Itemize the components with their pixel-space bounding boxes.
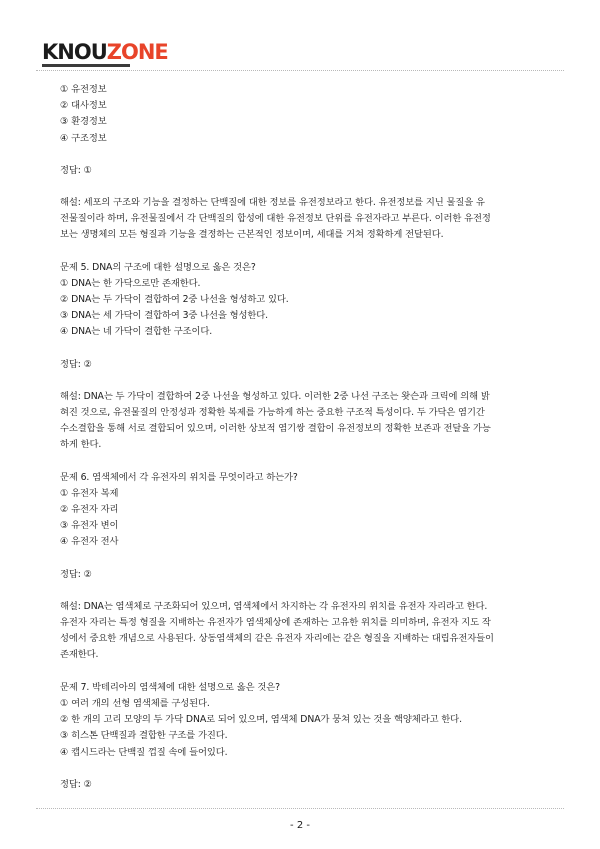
question-5-line: 문제 5. DNA의 구조에 대한 설명으로 옳은 것은? [60,261,256,273]
choices-question-4-line: ④ 구조정보 [60,132,107,144]
question-5-line: ③ DNA는 세 가닥이 결합하여 3중 나선을 형성한다. [60,310,269,322]
explanation-question-5-line: 하게 한다. [60,439,102,451]
block-spacer [60,664,564,680]
choices-question-4-line: ② 대사정보 [60,100,107,112]
explanation-question-4-line: 보는 생명체의 모든 형질과 기능을 결정하는 근본적인 정보이며, 세대를 거쳐 정확하게 전달된다. [60,229,444,241]
question-5 [60,260,564,341]
choices-question-4 [60,82,564,147]
question-7-line: ④ 캡시드라는 단백질 껍질 속에 들어있다. [60,746,228,758]
question-5-line: ② DNA는 두 가닥이 결합하여 2중 나선을 형성하고 있다. [60,294,289,306]
answer-question-6-line: 정답: ② [60,568,92,580]
question-6-line: ④ 유전자 전사 [60,536,119,548]
logo-text-accent: ZONE [106,40,168,64]
explanation-question-4-line: 전물질이라 하며, 유전물질에서 각 단백질의 합성에 대한 유전정보 단위를 유전자라고 부른다. 이러한 유전정 [60,213,491,225]
question-7-line: ③ 히스톤 단백질과 결합한 구조를 가진다. [60,730,228,742]
choices-question-4-line: ① 유전정보 [60,84,107,95]
page-number: - 2 - [290,820,310,831]
choices-question-4-line: ③ 환경정보 [60,116,107,128]
explanation-question-5 [60,389,564,454]
explanation-question-6-line: 해설: DNA는 염색체로 구조화되어 있으며, 염색체에서 차지하는 각 유전자의 위치를 유전자 자리라고 한다. [60,600,488,612]
explanation-question-6-line: 존재한다. [60,649,99,661]
explanation-question-5-line: 해설: DNA는 두 가닥이 결합하여 2중 나선을 형성하고 있다. 이러한 2중 나선 구조는 왓슨과 크릭에 의해 밝 [60,390,490,402]
block-spacer [60,179,564,195]
answer-question-7 [60,777,564,793]
block-spacer [60,147,564,163]
question-6-line: ③ 유전자 변이 [60,520,119,532]
explanation-question-6-line: 유전자 자리는 특정 형질을 지배하는 유전자가 염색체상에 존재하는 고유한 위치를 의미하며, 유전자 지도 작 [60,617,491,629]
question-7-line: ① 여러 개의 선형 염색체를 구성된다. [60,697,210,709]
question-6-line: 문제 6. 염색체에서 각 유전자의 위치를 무엇이라고 하는가? [60,471,298,483]
block-spacer [60,454,564,470]
block-spacer [60,341,564,357]
answer-question-4 [60,163,564,179]
explanation-question-5-line: 수소결합을 통해 서로 결합되어 있으며, 이러한 상보적 염기쌍 결합이 유전정보의 정확한 보존과 전달을 가능 [60,423,491,435]
header-divider [36,70,564,71]
document-body [60,82,564,797]
block-spacer [60,583,564,599]
answer-question-5-line: 정답: ② [60,358,92,370]
page-footer [0,820,600,831]
knouzone-logo [42,42,168,63]
question-6-line: ① 유전자 복제 [60,487,119,499]
question-7-line: ② 한 개의 고리 모양의 두 가닥 DNA로 되어 있으며, 염색체 DNA가 뭉쳐 있는 것을 핵양체라고 한다. [60,714,462,726]
block-spacer [60,373,564,389]
question-7 [60,680,564,761]
block-spacer [60,244,564,260]
footer-divider [36,808,564,809]
block-spacer [60,551,564,567]
explanation-question-5-line: 혀진 것으로, 유전물질의 안정성과 정확한 복제를 가능하게 하는 중요한 구조적 특성이다. 두 가닥은 염기간 [60,407,485,419]
question-7-line: 문제 7. 박테리아의 염색체에 대한 설명으로 옳은 것은? [60,681,280,693]
logo-underline [42,64,130,67]
explanation-question-6 [60,599,564,664]
answer-question-4-line: 정답: ① [60,164,92,176]
explanation-question-4-line: 해설: 세포의 구조와 기능을 결정하는 단백질에 대한 정보를 유전정보라고 한다. 유전정보를 지닌 물질을 유 [60,197,485,209]
answer-question-6 [60,567,564,583]
explanation-question-4 [60,195,564,244]
answer-question-5 [60,357,564,373]
question-5-line: ① DNA는 한 가닥으로만 존재한다. [60,277,201,289]
block-spacer [60,761,564,777]
answer-question-7-line: 정답: ② [60,778,92,790]
logo-text-main: KNOU [42,40,107,64]
question-5-line: ④ DNA는 네 가닥이 결합한 구조이다. [60,326,213,338]
explanation-question-6-line: 성에서 중요한 개념으로 사용된다. 상동염색체의 같은 유전자 자리에는 같은 형질을 지배하는 대립유전자들이 [60,633,494,645]
question-6-line: ② 유전자 자리 [60,504,119,516]
question-6 [60,470,564,551]
